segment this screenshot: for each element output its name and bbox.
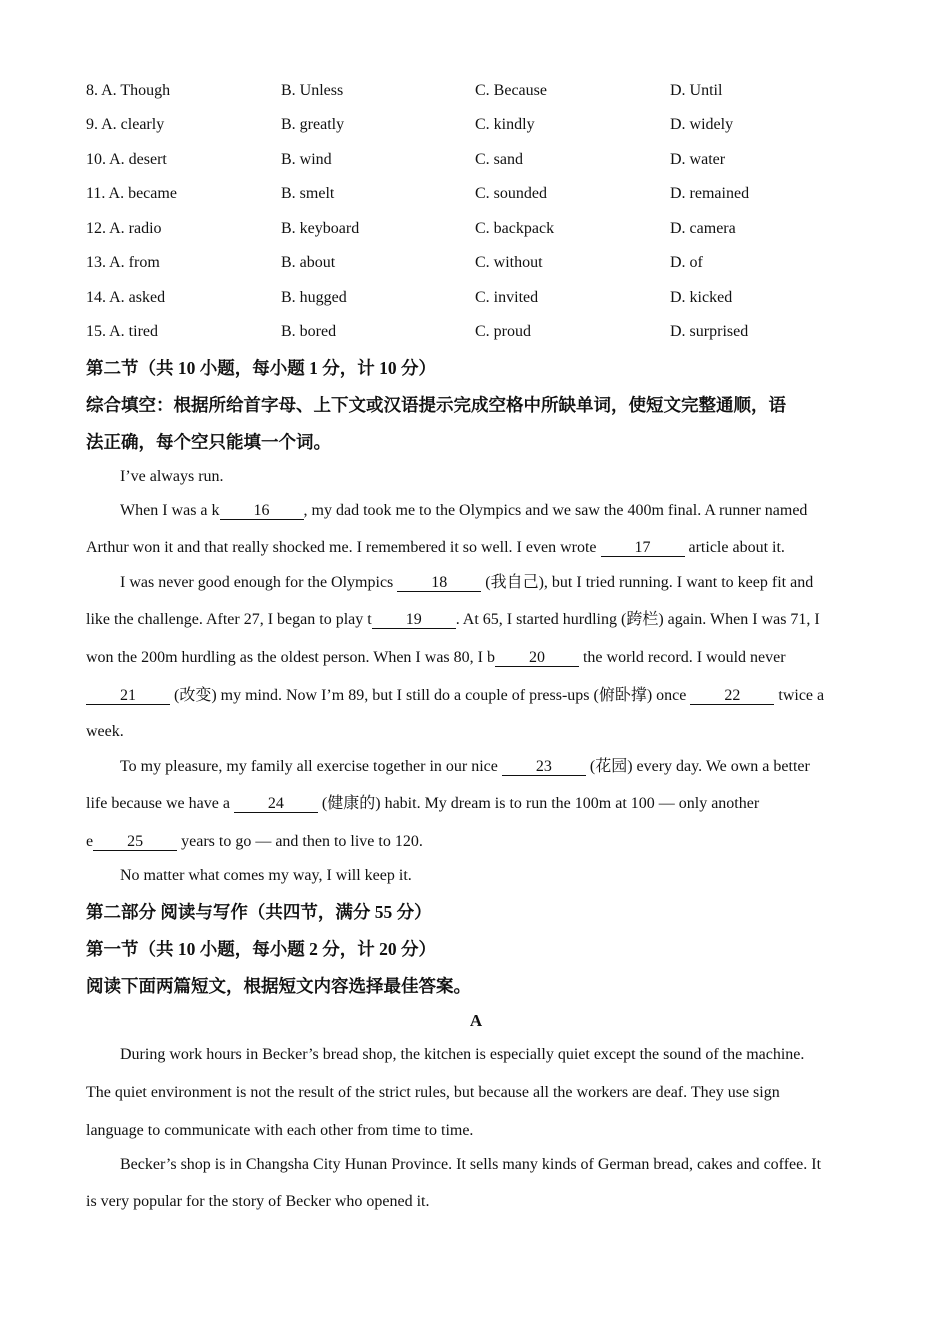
text: (花园) every day. We own a better (585, 758, 810, 775)
text: years to go — and then to live to 120. (177, 833, 423, 850)
passage-line (120, 755, 810, 779)
option-d: D. Until (670, 82, 723, 99)
option-a: 9. A. clearly (86, 116, 165, 133)
option-b: B. greatly (281, 116, 345, 133)
option-b: B. smelt (281, 185, 335, 202)
option-a: 10. A. desert (86, 151, 167, 168)
option-d: D. camera (670, 220, 736, 237)
blank-25: 25 (93, 833, 177, 851)
blank-19: 19 (372, 611, 456, 629)
article-line: language to communicate with each other from time to time. (86, 1122, 474, 1139)
passage-line (120, 499, 807, 523)
text: Arthur won it and that really shocked me. I remembered it so well. I even wrote (86, 539, 601, 556)
option-c: C. sounded (475, 185, 547, 202)
text: (改变) my mind. Now I’m 89, but I still do a couple of press-ups (俯卧撑) once (170, 687, 691, 704)
option-row-13 (86, 251, 866, 275)
text: twice a (774, 687, 825, 704)
passage-paragraph: No matter what comes my way, I will keep it. (120, 867, 412, 884)
text: I was never good enough for the Olympics (120, 574, 398, 591)
option-a: 15. A. tired (86, 323, 158, 340)
blank-24: 24 (234, 795, 318, 813)
article-line: During work hours in Becker’s bread shop, the kitchen is especially quiet except the sound of the machine. (120, 1046, 805, 1063)
blank-23: 23 (502, 758, 586, 776)
passage-line: week. (86, 723, 124, 740)
article-title: A (469, 1011, 483, 1030)
option-d: D. remained (670, 185, 750, 202)
blank-20: 20 (495, 649, 579, 667)
option-c: C. proud (475, 323, 531, 340)
text: won the 200m hurdling as the oldest person. When I was 80, I b (86, 649, 495, 666)
instruction-line: 阅读下面两篇短文，根据短文内容选择最佳答案。 (86, 976, 471, 996)
text: , my dad took me to the Olympics and we saw the 400m final. A runner named (303, 502, 808, 519)
text: To my pleasure, my family all exercise together in our nice (120, 758, 502, 775)
option-row-14 (86, 286, 866, 310)
text: article about it. (684, 539, 785, 556)
passage-line (86, 608, 820, 632)
option-row-10 (86, 148, 866, 172)
section-heading: 第一节（共 10 小题，每小题 2 分，计 20 分） (86, 939, 436, 959)
text: e (86, 833, 94, 850)
option-row-15 (86, 320, 866, 344)
option-row-9 (86, 113, 866, 137)
part-heading: 第二部分 阅读与写作（共四节，满分 55 分） (86, 902, 432, 922)
blank-16: 16 (220, 502, 304, 520)
passage-paragraph: I’ve always run. (120, 468, 224, 485)
passage-line (120, 571, 813, 595)
option-a: 12. A. radio (86, 220, 162, 237)
option-a: 14. A. asked (86, 289, 166, 306)
passage-line (86, 536, 785, 560)
text: (健康的) habit. My dream is to run the 100m at 100 — only another (317, 795, 760, 812)
blank-21: 21 (86, 687, 170, 705)
blank-18: 18 (397, 574, 481, 592)
blank-17: 17 (601, 539, 685, 557)
option-c: C. backpack (475, 220, 555, 237)
option-row-11 (86, 182, 866, 206)
instruction-line-1: 综合填空：根据所给首字母、上下文或汉语提示完成空格中所缺单词，使短文完整通顺，语 (86, 395, 786, 415)
option-d: D. widely (670, 116, 734, 133)
text: When I was a k (120, 502, 220, 519)
blank-22: 22 (690, 687, 774, 705)
passage-line (86, 830, 423, 854)
option-b: B. hugged (281, 289, 347, 306)
option-row-8 (86, 79, 866, 103)
passage-line (86, 684, 824, 708)
passage-line (86, 792, 759, 816)
text: life because we have a (86, 795, 234, 812)
article-line: is very popular for the story of Becker who opened it. (86, 1193, 430, 1210)
option-c: C. kindly (475, 116, 535, 133)
option-b: B. Unless (281, 82, 344, 99)
option-c: C. invited (475, 289, 539, 306)
option-a: 11. A. became (86, 185, 177, 202)
option-b: B. wind (281, 151, 332, 168)
option-b: B. about (281, 254, 336, 271)
article-line: Becker’s shop is in Changsha City Hunan Province. It sells many kinds of German bread, cakes and coffee. It (120, 1156, 822, 1173)
article-line: The quiet environment is not the result of the strict rules, but because all the workers are deaf. They use sign (86, 1084, 780, 1101)
option-a: 8. A. Though (86, 82, 171, 99)
text: the world record. I would never (578, 649, 786, 666)
option-d: D. water (670, 151, 726, 168)
section-heading: 第二节（共 10 小题，每小题 1 分，计 10 分） (86, 358, 436, 378)
option-d: D. of (670, 254, 703, 271)
instruction-line-2: 法正确，每个空只能填一个词。 (86, 432, 331, 452)
option-d: D. kicked (670, 289, 733, 306)
text: . At 65, I started hurdling (跨栏) again. When I was 71, I (455, 611, 820, 628)
text: (我自己), but I tried running. I want to keep fit and (481, 574, 814, 591)
option-a: 13. A. from (86, 254, 160, 271)
option-b: B. keyboard (281, 220, 360, 237)
option-c: C. without (475, 254, 543, 271)
option-row-12 (86, 217, 866, 241)
option-c: C. sand (475, 151, 523, 168)
option-d: D. surprised (670, 323, 749, 340)
option-b: B. bored (281, 323, 337, 340)
text: like the challenge. After 27, I began to play t (86, 611, 372, 628)
option-c: C. Because (475, 82, 547, 99)
passage-line (86, 646, 786, 670)
